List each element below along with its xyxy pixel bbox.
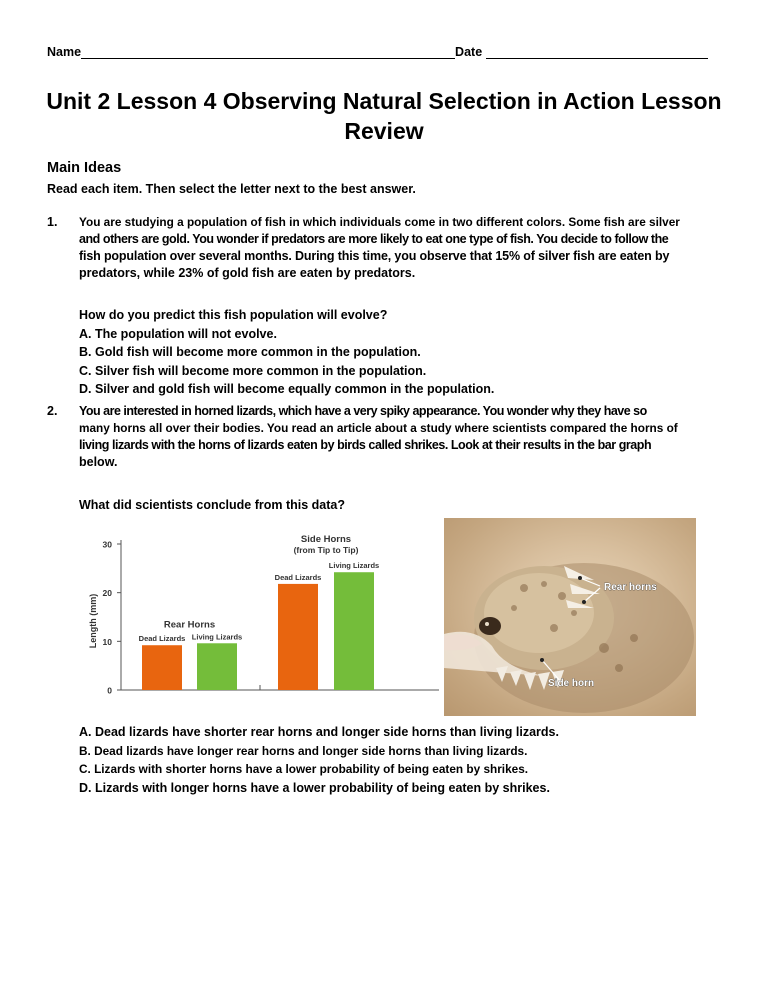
q2-option-a[interactable]: A. Dead lizards have shorter rear horns and longer side horns than living lizards. [79,725,559,739]
bar-0-0 [142,645,182,690]
y-tick-label: 20 [102,588,112,599]
bar-0-1 [197,643,237,690]
q1-prompt: How do you predict this fish population will evolve? [79,308,388,322]
group-subtitle: (from Tip to Tip) [293,545,359,556]
name-date-header [47,44,715,59]
question-2-stem [79,403,719,471]
bar-label: Living Lizards [191,632,243,642]
group-title: Rear Horns [163,619,216,631]
date-field[interactable] [486,44,708,59]
y-tick-label: 10 [102,636,112,647]
q2-line: below. [79,455,118,469]
title-line-2: Review [344,118,424,144]
question-1-number: 1. [47,215,58,229]
name-label: Name [47,45,82,59]
q2-option-d[interactable]: D. Lizards with longer horns have a lower probability of being eaten by shrikes. [79,780,550,795]
q1-option-a[interactable]: A. The population will not evolve. [79,326,277,341]
bar-label: Living Lizards [328,561,380,571]
side-horn-label: Side horn [548,678,595,689]
bar-label: Dead Lizards [274,572,322,582]
q2-option-b[interactable]: B. Dead lizards have longer rear horns and longer side horns than living lizards. [79,743,528,758]
q1-line: fish population over several months. During this time, you observe that 15% of silver fish are eaten by [79,249,670,263]
question-2-choices [79,723,719,797]
title-line-1: Unit 2 Lesson 4 Observing Natural Selection in Action Lesson [46,88,722,114]
name-field[interactable] [81,44,455,59]
horn-length-bar-chart [79,518,445,716]
group-title: Side Horns [300,534,352,546]
q2-line: You are interested in horned lizards, which have a very spiky appearance. You wonder why they have so [79,404,647,418]
rear-horns-label: Rear horns [604,582,657,593]
q2-line: living lizards with the horns of lizards eaten by birds called shrikes. Look at their results in the bar graph [79,438,652,452]
q1-line: and others are gold. You wonder if predators are more likely to eat one type of fish. You decide to follow the [79,232,669,246]
q1-option-c[interactable]: C. Silver fish will become more common in the population. [79,363,427,378]
y-tick-label: 0 [107,685,112,696]
y-tick-label: 30 [102,539,112,550]
question-1-choices [79,306,719,399]
date-label: Date [455,45,483,59]
q2-option-c[interactable]: C. Lizards with shorter horns have a lower probability of being eaten by shrikes. [79,762,529,776]
horned-lizard-illustration [444,518,696,716]
q2-line: many horns all over their bodies. You read an article about a study where scientists compared the horns of [79,421,678,435]
q2-prompt: What did scientists conclude from this data? [79,498,346,512]
q1-line: predators, while 23% of gold fish are eaten by predators. [79,266,416,280]
instructions: Read each item. Then select the letter next to the best answer. [47,182,416,196]
bar-label: Dead Lizards [138,634,186,644]
page-title [40,86,728,146]
bar-1-1 [334,572,374,690]
y-axis-label: Length (mm) [88,593,98,649]
section-heading: Main Ideas [47,160,122,176]
question-1-stem [79,214,719,282]
q1-option-b[interactable]: B. Gold fish will become more common in the population. [79,345,421,359]
q1-line: You are studying a population of fish in which individuals come in two different colors. Some fish are silver [79,215,680,229]
question-2-number: 2. [47,404,58,418]
bar-1-0 [278,584,318,690]
q1-option-d[interactable]: D. Silver and gold fish will become equally common in the population. [79,382,495,396]
horned-lizard-photo [444,518,696,716]
